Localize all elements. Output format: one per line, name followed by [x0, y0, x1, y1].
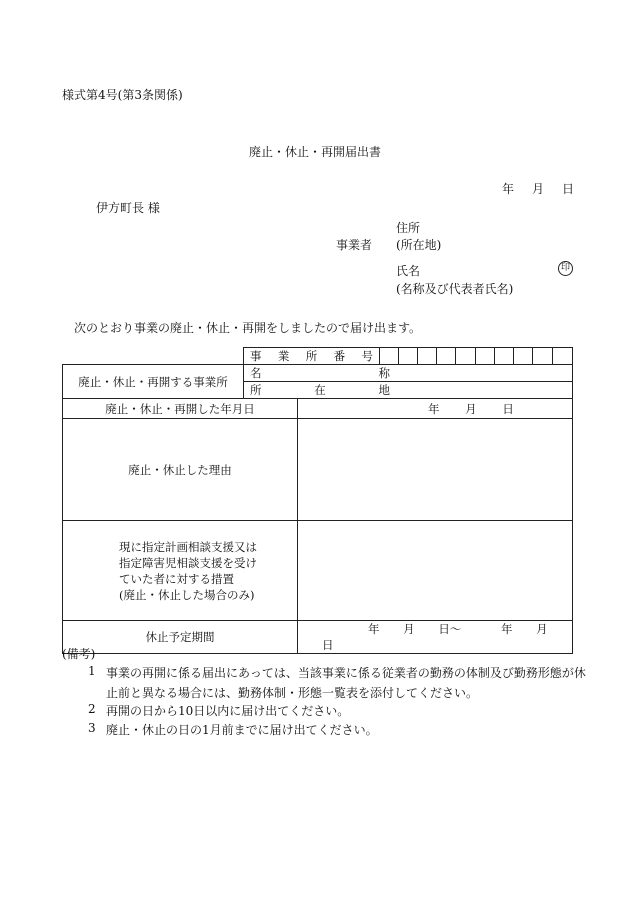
business-name-row[interactable]: 名 称	[244, 365, 573, 382]
note-text: 止前と異なる場合には、勤務体制・形態一覧表を添付してください。	[106, 686, 479, 700]
form-number: 様式第4号(第3条関係)	[62, 88, 183, 102]
reason-field[interactable]	[298, 419, 573, 521]
measures-label: 現に指定計画相談支援又は 指定障害児相談支援を受け ていた者に対する措置 (廃止・休止した場合のみ)	[63, 521, 298, 621]
addressee: 伊方町長 様	[96, 201, 160, 215]
business-number-digit[interactable]	[514, 348, 533, 365]
business-number-digit[interactable]	[533, 348, 553, 365]
address-sub-label: (所在地)	[396, 238, 442, 252]
name-label: 氏名	[396, 264, 421, 278]
business-number-digit[interactable]	[380, 348, 399, 365]
page-title: 廃止・休止・再開届出書	[248, 145, 381, 159]
seal-mark: 印	[558, 261, 573, 276]
address-label: 住所	[396, 221, 421, 235]
intro-text: 次のとおり事業の廃止・休止・再開をしましたので届け出ます。	[74, 321, 422, 335]
date-day: 日	[562, 182, 575, 196]
applicant-label: 事業者	[336, 238, 373, 252]
business-number-digit[interactable]	[399, 348, 418, 365]
business-number-digit[interactable]	[553, 348, 573, 365]
name-sub-label: (名称及び代表者氏名)	[396, 282, 514, 296]
note-text: 廃止・休止の日の1月前までに届け出てください。	[106, 723, 378, 737]
business-number-digit[interactable]	[418, 348, 437, 365]
notes-heading: (備考)	[62, 647, 96, 661]
note-number: 2	[88, 702, 96, 716]
date-year: 年	[502, 182, 515, 196]
period-value[interactable]: 年 月 日〜 年 月 日	[298, 621, 573, 654]
business-number-label: 事 業 所 番 号	[244, 348, 380, 365]
business-number-digit[interactable]	[476, 348, 495, 365]
note-text: 再開の日から10日以内に届け出てください。	[106, 704, 350, 718]
business-number-digit[interactable]	[495, 348, 514, 365]
blank-corner	[63, 348, 244, 365]
date-row-label: 廃止・休止・再開した年月日	[63, 399, 298, 419]
business-location-row[interactable]: 所 在 地	[244, 382, 573, 399]
date-month: 月	[532, 182, 545, 196]
measures-field[interactable]	[298, 521, 573, 621]
period-label: 休止予定期間	[63, 621, 298, 654]
note-number: 3	[88, 721, 96, 735]
note-number: 1	[88, 664, 96, 678]
form-table	[62, 347, 573, 654]
reason-label: 廃止・休止した理由	[63, 419, 298, 521]
business-number-digit[interactable]	[456, 348, 476, 365]
note-text: 事業の再開に係る届出にあっては、当該事業に係る従業者の勤務の体制及び勤務形態が休	[106, 666, 586, 680]
business-label: 廃止・休止・再開する事業所	[63, 365, 244, 399]
business-number-digit[interactable]	[437, 348, 456, 365]
date-row-value[interactable]: 年 月 日	[298, 399, 573, 419]
